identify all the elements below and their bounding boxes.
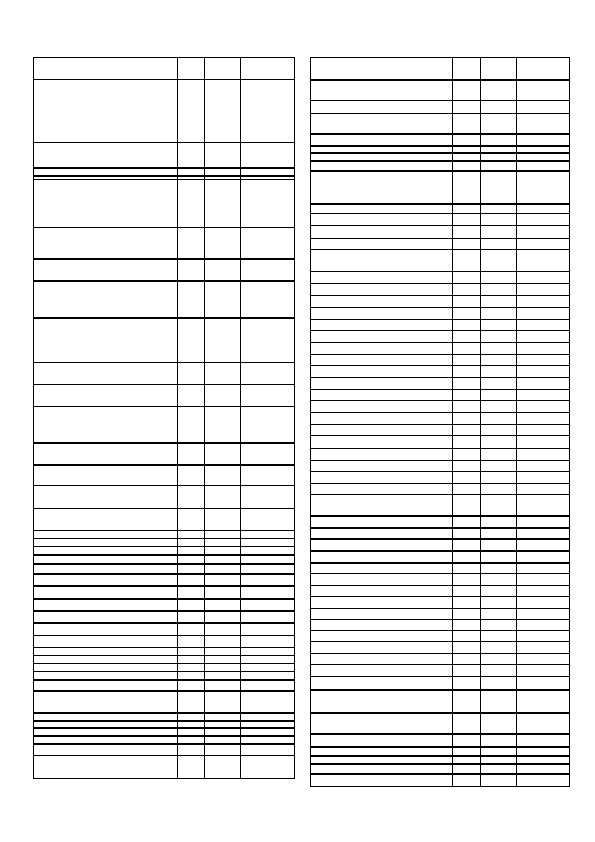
table-row-divider-26: [310, 412, 570, 413]
table-row-divider-29: [33, 655, 295, 656]
table-row-divider-15: [33, 485, 295, 486]
table-row-divider-11: [33, 384, 295, 385]
table-row-divider-28: [310, 435, 570, 436]
table-row-divider-33: [33, 690, 295, 692]
table-row-divider-7: [310, 160, 570, 162]
table-row-divider-2: [33, 142, 295, 143]
table-row-divider-19: [33, 546, 295, 547]
table-border-bottom: [310, 786, 570, 787]
table-row-divider-1: [310, 79, 570, 81]
table-border-bottom: [33, 778, 295, 779]
table-row-divider-31: [33, 671, 295, 672]
table-row-divider-23: [33, 585, 295, 587]
table-row-divider-34: [310, 515, 570, 517]
table-row-divider-47: [310, 664, 570, 665]
table-row-divider-52: [310, 746, 570, 748]
table-row-divider-10: [33, 362, 295, 363]
table-row-divider-18: [33, 538, 295, 539]
table-row-divider-6: [310, 152, 570, 154]
table-row-divider-30: [310, 460, 570, 461]
table-row-divider-26: [33, 622, 295, 624]
table-row-divider-14: [33, 464, 295, 466]
table-row-divider-50: [310, 712, 570, 714]
table-row-divider-30: [33, 663, 295, 664]
table-row-divider-21: [310, 354, 570, 355]
table-row-divider-37: [310, 550, 570, 552]
table-row-divider-13: [310, 249, 570, 250]
table-row-divider-17: [310, 307, 570, 308]
table-row-divider-10: [310, 213, 570, 214]
table-row-divider-1: [33, 79, 295, 80]
table-col-divider-3: [516, 57, 517, 787]
table-row-divider-11: [310, 225, 570, 226]
table-row-divider-28: [33, 647, 295, 648]
table-row-divider-38: [310, 562, 570, 564]
table-row-divider-42: [310, 608, 570, 609]
table-row-divider-25: [33, 610, 295, 612]
table-row-divider-2: [310, 100, 570, 101]
table-row-divider-39: [33, 755, 295, 756]
table-row-divider-3: [33, 167, 295, 169]
table-row-divider-32: [33, 679, 295, 681]
table-row-divider-7: [33, 258, 295, 260]
table-row-divider-31: [310, 471, 570, 472]
table-row-divider-46: [310, 653, 570, 654]
table-row-divider-14: [310, 271, 570, 272]
table-row-divider-22: [33, 573, 295, 575]
table-row-divider-12: [310, 238, 570, 239]
table-border-right: [569, 57, 570, 787]
table-row-divider-19: [310, 330, 570, 331]
table-row-divider-20: [310, 342, 570, 343]
table-row-divider-5: [33, 179, 295, 180]
table-border-left: [310, 57, 311, 787]
table-row-divider-4: [310, 133, 570, 135]
table-row-divider-8: [310, 170, 570, 172]
table-col-divider-1: [452, 57, 453, 787]
table-row-divider-21: [33, 563, 295, 565]
table-row-divider-55: [310, 773, 570, 775]
table-row-divider-20: [33, 554, 295, 556]
table-row-divider-39: [310, 573, 570, 574]
table-row-divider-36: [310, 538, 570, 540]
table-row-divider-49: [310, 689, 570, 691]
table-row-divider-5: [310, 145, 570, 147]
table-row-divider-32: [310, 483, 570, 484]
table-row-divider-6: [33, 227, 295, 228]
table-row-divider-35: [33, 720, 295, 722]
table-row-divider-24: [310, 389, 570, 390]
table-border-top: [33, 57, 295, 58]
table-row-divider-27: [310, 424, 570, 425]
table-row-divider-33: [310, 494, 570, 495]
table-row-divider-18: [310, 319, 570, 320]
table-row-divider-4: [33, 175, 295, 177]
table-row-divider-43: [310, 619, 570, 620]
table-row-divider-9: [33, 317, 295, 319]
table-row-divider-8: [33, 280, 295, 282]
table-row-divider-23: [310, 377, 570, 378]
left-table: [33, 57, 295, 779]
table-row-divider-12: [33, 406, 295, 407]
table-row-divider-36: [33, 727, 295, 729]
table-row-divider-9: [310, 203, 570, 205]
table-row-divider-53: [310, 755, 570, 757]
table-row-divider-24: [33, 598, 295, 600]
table-row-divider-54: [310, 763, 570, 765]
table-row-divider-35: [310, 527, 570, 529]
table-row-divider-44: [310, 630, 570, 631]
table-border-top: [310, 57, 570, 58]
table-row-divider-38: [33, 743, 295, 745]
table-row-divider-17: [33, 530, 295, 531]
table-row-divider-25: [310, 400, 570, 401]
table-row-divider-45: [310, 641, 570, 642]
table-row-divider-34: [33, 712, 295, 714]
table-row-divider-16: [33, 508, 295, 509]
table-row-divider-27: [33, 635, 295, 636]
table-row-divider-51: [310, 733, 570, 735]
table-row-divider-3: [310, 113, 570, 114]
table-row-divider-40: [310, 585, 570, 586]
table-row-divider-41: [310, 596, 570, 597]
table-col-divider-2: [480, 57, 481, 787]
table-row-divider-29: [310, 448, 570, 449]
table-row-divider-22: [310, 365, 570, 366]
table-row-divider-13: [33, 442, 295, 444]
table-row-divider-16: [310, 295, 570, 296]
right-table: [310, 57, 570, 787]
table-row-divider-48: [310, 676, 570, 677]
table-row-divider-37: [33, 735, 295, 737]
table-row-divider-15: [310, 283, 570, 284]
